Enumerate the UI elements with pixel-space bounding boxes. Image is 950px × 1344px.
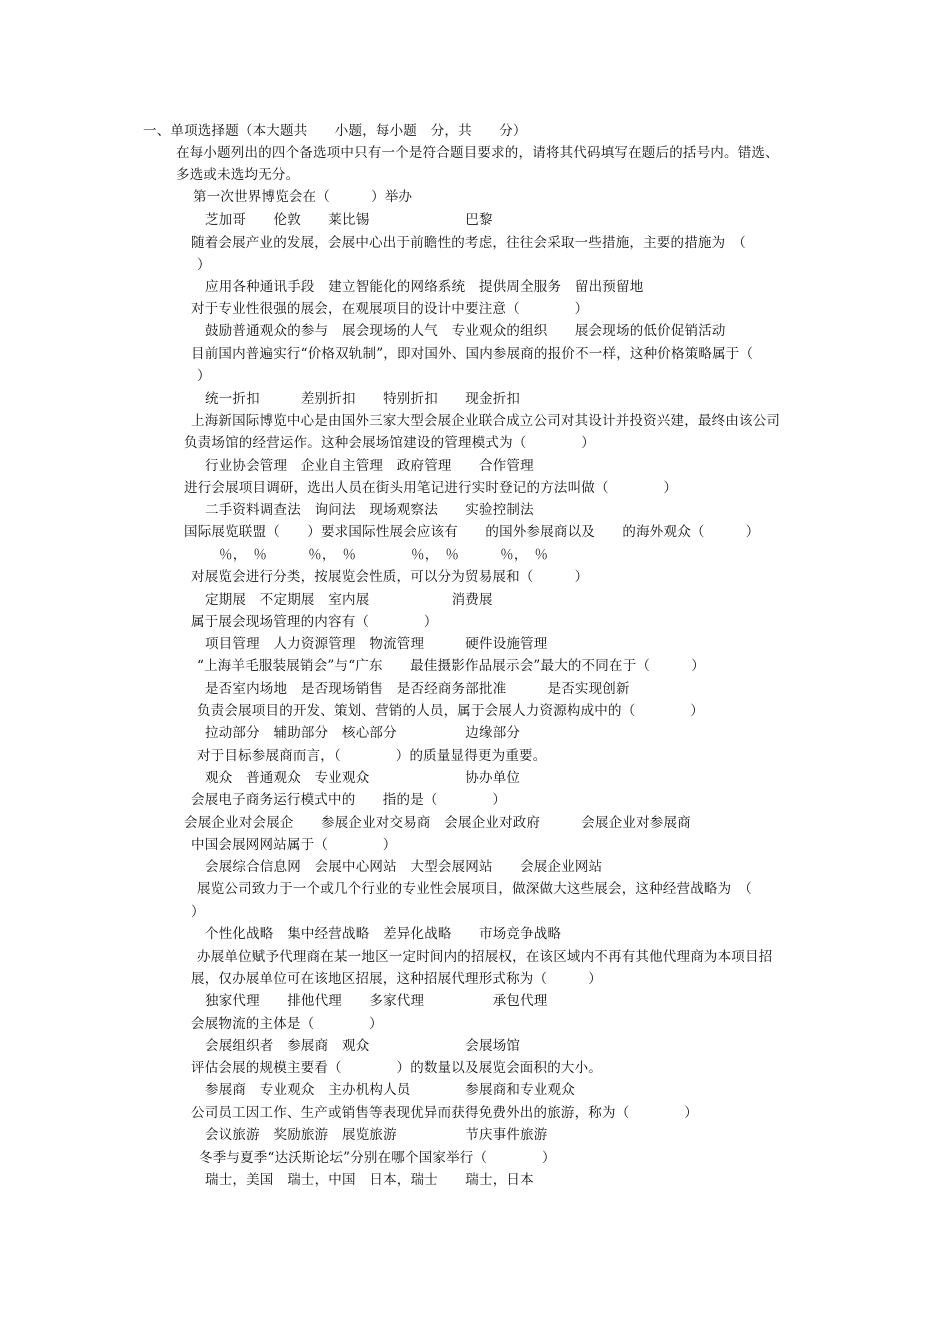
instructions-line: 多选或未选均无分。: [176, 167, 300, 183]
options-line: 观众 普通观众 专业观众 协办单位: [205, 770, 521, 786]
options-line: 是否室内场地 是否现场销售 是否经商务部批准 是否实现创新: [205, 681, 630, 697]
options-line: 瑞士，美国 瑞士，中国 日本，瑞士 瑞士，日本: [205, 1172, 534, 1188]
question-line: ）: [197, 368, 211, 384]
question-line: 会展电子商务运行模式中的 指的是（ ）: [191, 792, 507, 808]
question-line: 办展单位赋予代理商在某一地区一定时间内的招展权，在该区域内不再有其他代理商为本项目招: [197, 949, 773, 965]
question-line: 第一次世界博览会在（ ）举办: [193, 189, 413, 205]
question-line: 目前国内普遍实行“价格双轨制”，即对国外、国内参展商的报价不一样，这种价格策略属于（: [191, 346, 754, 362]
question-line: 上海新国际博览中心是由国外三家大型会展企业联合成立公司对其设计并投资兴建，最终由该公司: [191, 413, 781, 429]
question-line: 展，仅办展单位可在该地区招展，这种招展代理形式称为（ ）: [191, 971, 602, 987]
question-line: 对展览会进行分类，按展览会性质，可以分为贸易展和（ ）: [191, 569, 589, 585]
question-line: 国际展览联盟（ ）要求国际性展会应该有 的国外参展商以及 的海外观众（ ）: [184, 524, 760, 540]
options-line: 芝加哥 伦敦 莱比锡 巴黎: [205, 212, 493, 228]
question-line: 负责场馆的经营运作。这种会展场馆建设的管理模式为（ ）: [184, 435, 595, 451]
question-line: 冬季与夏季“达沃斯论坛”分别在哪个国家举行（ ）: [199, 1150, 556, 1166]
question-line: 公司员工因工作、生产或销售等表现优异而获得免费外出的旅游，称为（ ）: [191, 1105, 698, 1121]
options-line: 统一折扣 差别折扣 特别折扣 现金折扣: [205, 391, 521, 407]
options-line: 个性化战略 集中经营战略 差异化战略 市场竞争战略: [205, 926, 562, 942]
instructions-line: 在每小题列出的四个备选项中只有一个是符合题目要求的，请将其代码填写在题后的括号内。错选、: [176, 145, 779, 161]
options-line: 应用各种通讯手段 建立智能化的网络系统 提供周全服务 留出预留地: [205, 279, 644, 295]
question-line: 会展物流的主体是（ ）: [191, 1016, 383, 1032]
question-line: “上海羊毛服装展销会”与“广东 最佳摄影作品展示会”最大的不同在于（ ）: [197, 658, 705, 674]
options-line: 独家代理 排他代理 多家代理 承包代理: [205, 993, 548, 1009]
options-line: 二手资料调查法 询问法 现场观察法 实验控制法: [205, 502, 534, 518]
question-line: 负责会展项目的开发、策划、营销的人员，属于会展人力资源构成中的（ ）: [197, 703, 704, 719]
question-line: 展览公司致力于一个或几个行业的专业性会展项目，做深做大这些展会，这种经营战略为 （: [197, 881, 752, 897]
options-line: 鼓励普通观众的参与 展会现场的人气 专业观众的组织 展会现场的低价促销活动: [205, 323, 726, 339]
options-line: ％， ％ ％， ％ ％， ％ ％， ％: [219, 547, 549, 563]
options-line: 会展企业对会展企 参展企业对交易商 会展企业对政府 会展企业对参展商: [184, 815, 691, 831]
question-line: 对于目标参展商而言，（ ）的质量显得更为重要。: [197, 748, 547, 764]
question-line: 进行会展项目调研，选出人员在街头用笔记进行实时登记的方法叫做（ ）: [184, 480, 678, 496]
options-line: 拉动部分 辅助部分 核心部分 边缘部分: [205, 725, 521, 741]
question-line: 随着会展产业的发展，会展中心出于前瞻性的考虑，往往会采取一些措施，主要的措施为 （: [191, 235, 746, 251]
question-line: ）: [191, 904, 205, 920]
options-line: 项目管理 人力资源管理 物流管理 硬件设施管理: [205, 636, 548, 652]
question-line: 评估会展的规模主要看（ ）的数量以及展览会面积的大小。: [191, 1060, 602, 1076]
options-line: 参展商 专业观众 主办机构人员 参展商和专业观众: [205, 1082, 575, 1098]
section-title: 一、单项选择题（本大题共 小题，每小题 分，共 分）: [143, 123, 527, 139]
question-line: 中国会展网网站属于（ ）: [191, 837, 397, 853]
question-line: ）: [197, 257, 211, 273]
options-line: 会展组织者 参展商 观众 会展场馆: [205, 1038, 521, 1054]
question-line: 属于展会现场管理的内容有（ ）: [191, 614, 438, 630]
question-line: 对于专业性很强的展会，在观展项目的设计中要注意（ ）: [191, 301, 589, 317]
options-line: 定期展 不定期展 室内展 消费展: [205, 592, 493, 608]
options-line: 会议旅游 奖励旅游 展览旅游 节庆事件旅游: [205, 1127, 548, 1143]
options-line: 行业协会管理 企业自主管理 政府管理 合作管理: [205, 458, 534, 474]
options-line: 会展综合信息网 会展中心网站 大型会展网站 会展企业网站: [205, 859, 603, 875]
